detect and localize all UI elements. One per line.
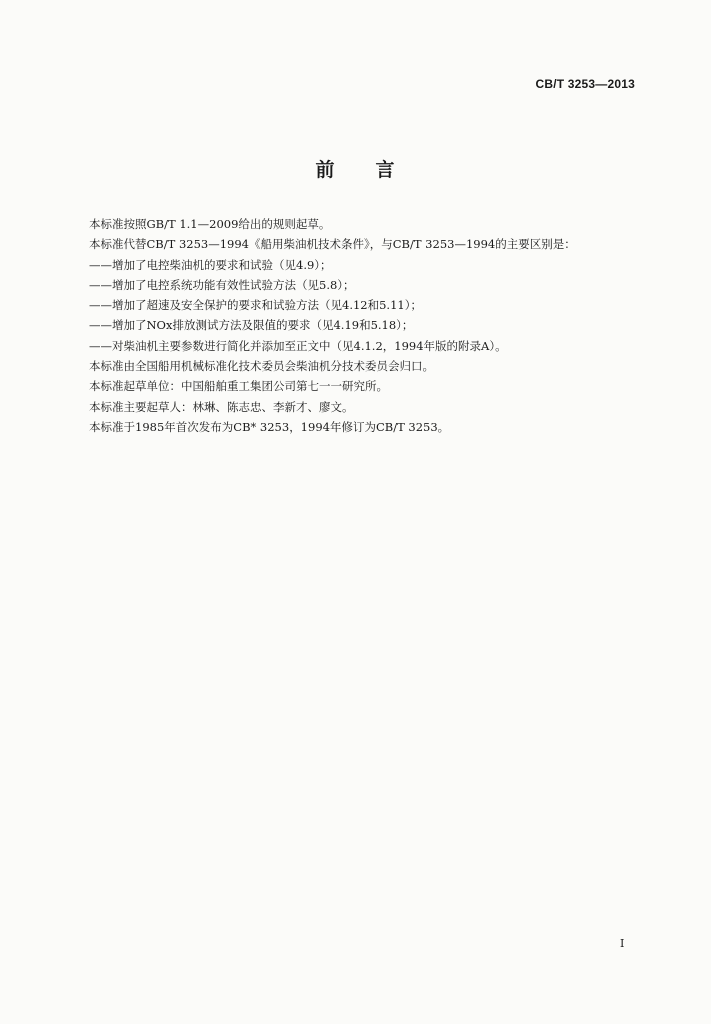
foreword-line: ——增加了超速及安全保护的要求和试验方法（见4.12和5.11）； — [89, 298, 422, 313]
page-title — [0, 155, 711, 182]
foreword-line: 本标准代替CB/T 3253—1994《船用柴油机技术条件》，与CB/T 3253—1994的主要区别是： — [89, 237, 576, 252]
foreword-line: ——增加了电控柴油机的要求和试验（见4.9）； — [89, 257, 332, 272]
page-number: I — [620, 937, 625, 950]
standard-code: CB/T 3253—2013 — [535, 77, 635, 91]
foreword-line: ——增加了电控系统功能有效性试验方法（见5.8）； — [89, 277, 355, 292]
foreword-line: 本标准于1985年首次发布为CB* 3253，1994年修订为CB/T 3253。 — [89, 419, 450, 434]
title-char-1: 前 — [315, 159, 336, 181]
foreword-line: 本标准由全国船用机械标准化技术委员会柴油机分技术委员会归口。 — [89, 359, 434, 374]
foreword-line: 本标准主要起草人：林琳、陈志忠、李新才、廖文。 — [89, 399, 354, 414]
title-char-2: 言 — [375, 159, 396, 181]
foreword-line: 本标准起草单位：中国船舶重工集团公司第七一一研究所。 — [89, 379, 388, 394]
foreword-body — [89, 214, 649, 437]
foreword-line: ——增加了NOx排放测试方法及限值的要求（见4.19和5.18）； — [89, 318, 414, 333]
foreword-line: ——对柴油机主要参数进行简化并添加至正文中（见4.1.2，1994年版的附录A）。 — [89, 338, 507, 353]
foreword-line: 本标准按照GB/T 1.1—2009给出的规则起草。 — [89, 217, 331, 231]
